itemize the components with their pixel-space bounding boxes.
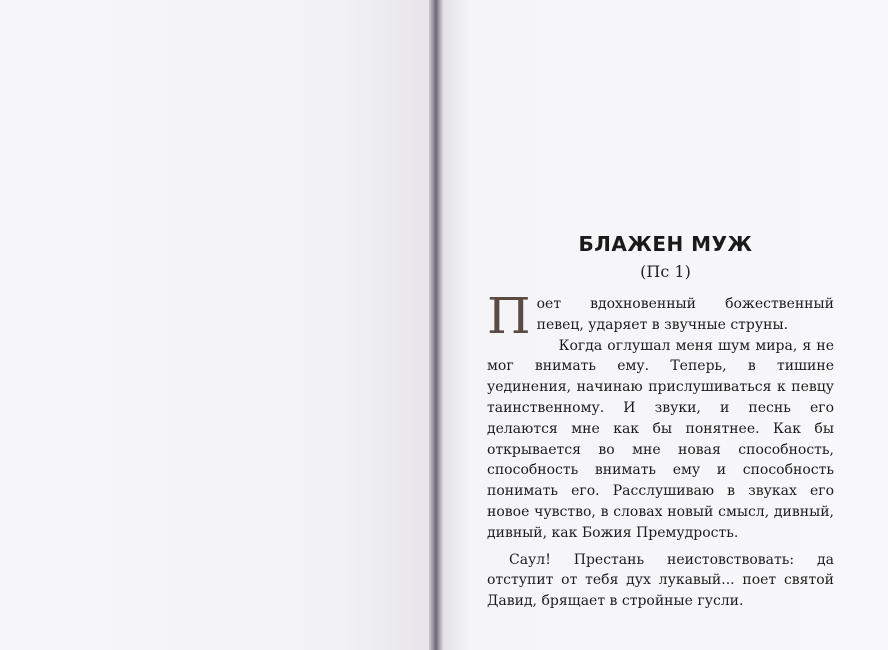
drop-cap-letter: П: [487, 287, 531, 345]
chapter-title: БЛАЖЕН МУЖ: [578, 232, 753, 256]
book-gutter: [429, 0, 443, 650]
left-page-blank: [0, 0, 432, 650]
paragraph-3: Саул! Престань неистовствовать: да отступит от тебя дух лукавый... поет святой Давид, брящает в стройные гусли.: [487, 551, 834, 610]
body-text: [487, 287, 834, 612]
paragraph-1: [487, 287, 834, 345]
chapter-subtitle: (Пс 1): [640, 262, 691, 281]
paragraph-1-text: оет вдохновенный божественный певец, ударяет в звучные струны.: [536, 296, 834, 333]
paragraph-2: Когда оглушал меня шум мира, я не мог внимать ему. Теперь, в тишине уединения, начинаю прислушиваться к певцу таинственному. И звуки, и песнь его делаются мне как бы понятнее. Как бы открывается во мне новая способность, способность внимать ему и способность понимать его. Расслушиваю в звуках его новое чувство, в словах новый смысл, дивный, дивный, как Божия Премудрость.: [487, 337, 834, 541]
